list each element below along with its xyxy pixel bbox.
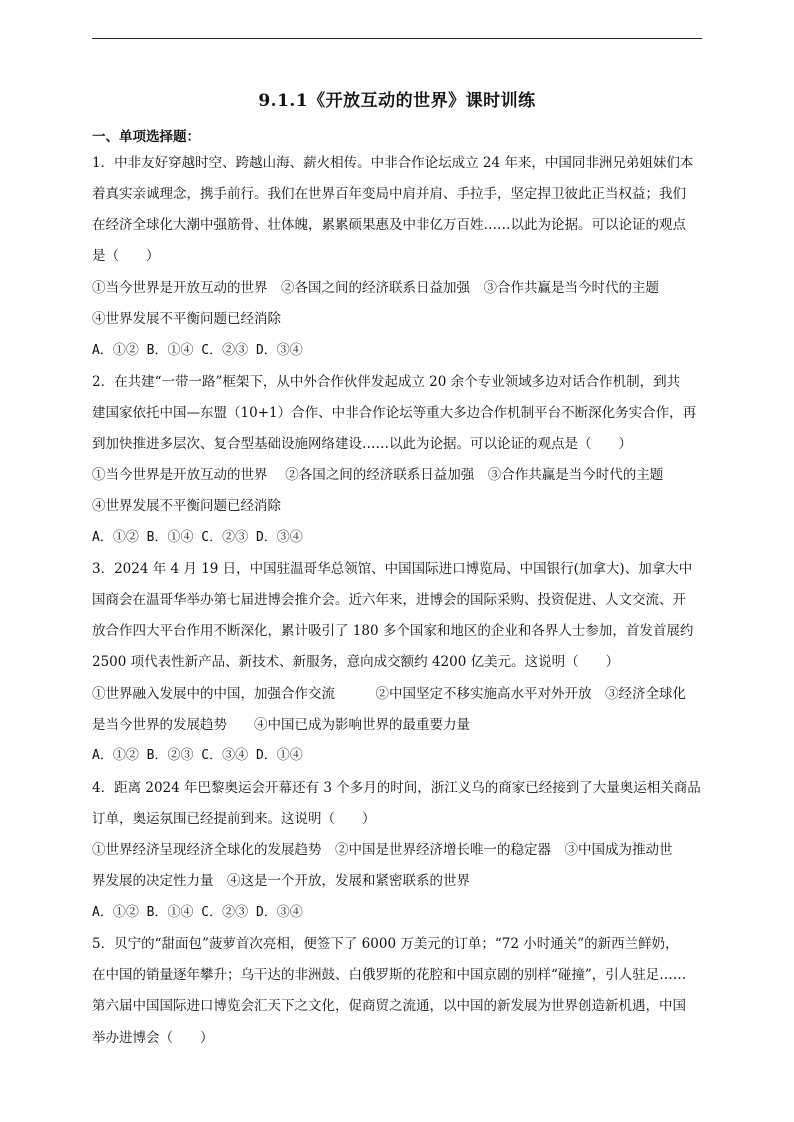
q1-statement-2: ④世界发展不平衡问题已经消除 [92,311,281,327]
header-rule [92,38,702,39]
q4-statement-1: ①世界经济呈现经济全球化的发展趋势 ②中国是世界经济增长唯一的稳定器 ③中国成为推动世 [92,842,673,858]
q1-stem-line-2: 着真实亲诚理念，携手前行。我们在世界百年变局中肩并肩、手拉手，坚定捍卫彼此正当权益；我们 [92,186,686,202]
q4-options: A．①② B．①④ C．②③ D．③④ [92,905,303,920]
q4-stem-line-2: 订单，奥运氛围已经提前到来。这说明（ ） [92,811,376,827]
q4-stem-line-1: 4．距离 2024 年巴黎奥运会开幕还有 3 个多月的时间，浙江义乌的商家已经接到了大量奥运相关商品 [92,780,701,796]
q3-stem-line-2: 国商会在温哥华举办第七届进博会推介会。近六年来，进博会的国际采购、投资促进、人文交流、开 [92,592,686,608]
q2-stem-line-2: 建国家依托中国—东盟（10+1）合作、中非合作论坛等重大多边合作机制平台不断深化务实合作，再 [92,405,697,421]
q2-options: A．①② B．①④ C．②③ D．③④ [92,530,303,545]
q1-stem-line-3: 在经济全球化大潮中强筋骨、壮体魄，累累硕果惠及中非亿万百姓……以此为论据。可以论证的观点 [92,217,686,233]
q5-stem-line-4: 举办进博会（ ） [92,1030,214,1046]
q2-stem-line-3: 到加快推进多层次、复合型基础设施网络建设……以此为论据。可以论证的观点是（ ） [92,436,632,452]
q3-statement-1: ①世界融入发展中的中国，加强合作交流 ②中国坚定不移实施高水平对外开放 ③经济全球化 [92,686,686,702]
q3-options: A．①② B．②③ C．③④ D．①④ [92,748,303,763]
q1-stem-line-1: 1．中非友好穿越时空、跨越山海、薪火相传。中非合作论坛成立 24 年来，中国同非洲兄弟姐妹们本 [92,155,694,171]
q3-stem-line-4: 2500 项代表性新产品、新技术、新服务，意向成交额约 4200 亿美元。这说明（ ） [92,654,620,670]
q5-stem-line-3: 第六届中国国际进口博览会汇天下之文化，促商贸之流通，以中国的新发展为世界创造新机遇，中国 [92,998,686,1014]
q4-statement-2: 界发展的决定性力量 ④这是一个开放，发展和紧密联系的世界 [92,873,470,889]
q3-stem-line-1: 3．2024 年 4 月 19 日，中国驻温哥华总领馆、中国国际进口博览局、中国银行(加拿大)、加拿大中 [92,561,693,577]
q1-statement-1: ①当今世界是开放互动的世界 ②各国之间的经济联系日益加强 ③合作共赢是当今时代的主题 [92,280,659,296]
q5-stem-line-1: 5．贝宁的“甜面包”菠萝首次亮相，便签下了 6000 万美元的订单；“72 小时通关”的新西兰鲜奶， [92,936,679,952]
section-heading: 一、单项选择题： [92,129,200,145]
q1-options: A．①② B．①④ C．②③ D．③④ [92,343,303,358]
q2-stem-line-1: 2．在共建“一带一路”框架下，从中外合作伙伴发起成立 20 余个专业领域多边对话合作机制，到共 [92,374,681,390]
page-title: 9.1.1《开放互动的世界》课时训练 [258,91,536,111]
q2-statement-2: ④世界发展不平衡问题已经消除 [92,498,281,514]
q3-stem-line-3: 放合作四大平台作用不断深化，累计吸引了 180 多个国家和地区的企业和各界人士参加，首发首展约 [92,623,694,639]
q1-stem-line-4: 是（ ） [92,248,160,264]
q5-stem-line-2: 在中国的销量逐年攀升；乌干达的非洲鼓、白俄罗斯的花腔和中国京剧的别样“碰撞”，引人驻足…… [92,967,687,983]
q2-statement-1: ①当今世界是开放互动的世界 ②各国之间的经济联系日益加强 ③合作共赢是当今时代的主题 [92,467,664,483]
q3-statement-2: 是当今世界的发展趋势 ④中国已成为影响世界的最重要力量 [92,717,470,733]
